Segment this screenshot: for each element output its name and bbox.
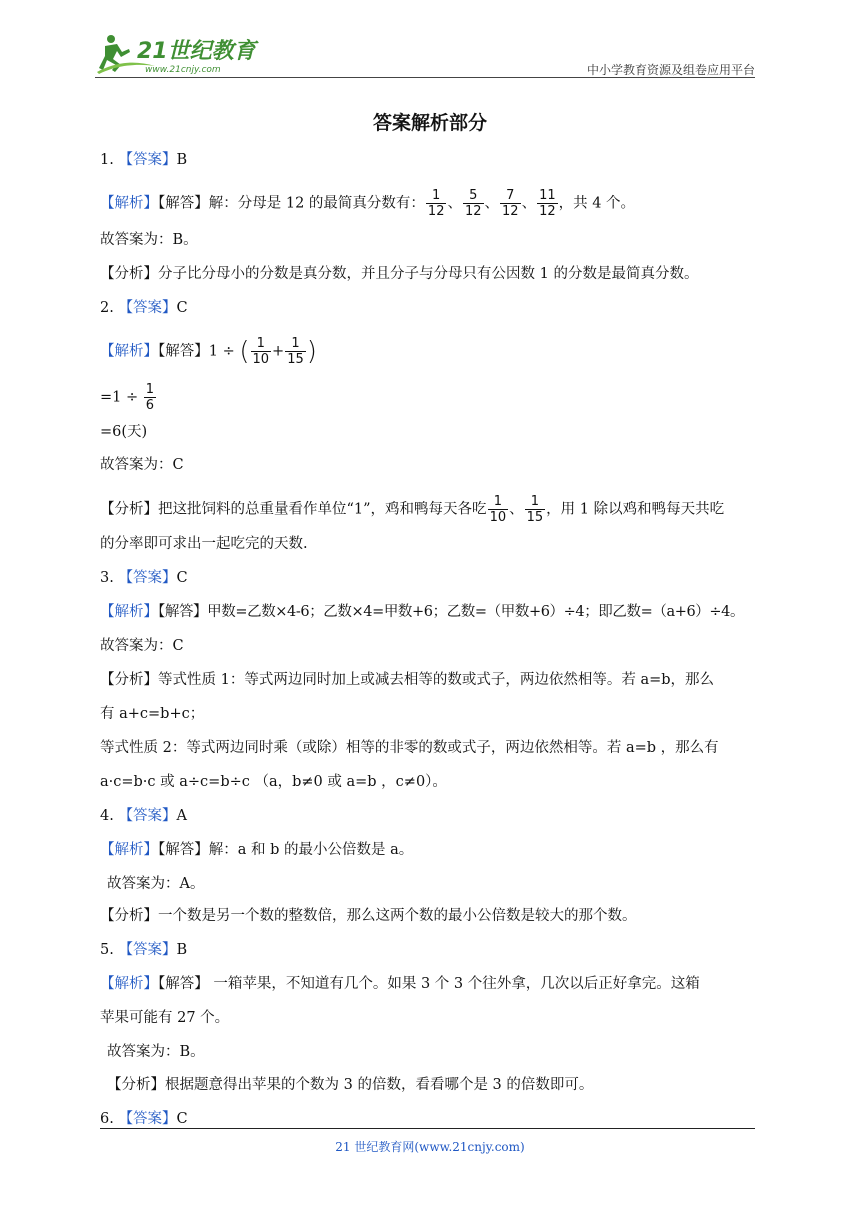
q3-analysis-l2: 有 a+c=b+c； [100,706,205,722]
jiexi-tag: 【解析】 [100,343,158,360]
jiexi-tag: 【解析】 [100,195,158,212]
q2-answer: C [176,300,188,316]
answer-tag: 【答案】 [118,152,177,168]
page-title: 答案解析部分 [372,112,487,134]
q3-answer: C [176,570,188,586]
q4-analysis: 【分析】一个数是另一个数的整数倍，那么这两个数的最小公倍数是较大的那个数。 [100,908,637,924]
jiexi-tag: 【解析】 [100,976,158,992]
q2-step2: =6(天) [100,424,148,440]
answer-tag: 【答案】 [118,942,177,958]
q1-answer: B [176,152,188,168]
q3-solution-row: 【解析】【解答】甲数=乙数×4-6；乙数×4=甲数+6；乙数=（甲数+6）÷4；即乙数=（a+6）÷4。 [100,604,745,620]
q6-answer: C [176,1111,188,1127]
page-footer: 21 世纪教育网(www.21cnjy.com) [335,1140,525,1154]
q5-conclusion: 故答案为：B。 [107,1044,205,1060]
q3-analysis-l4: a·c=b·c 或 a÷c=b÷c （a，b≠0 或 a=b ，c≠0）。 [100,774,447,790]
q2-answer-row: 2. 【答案】C [100,300,188,316]
footer-divider [100,1128,755,1129]
q2-solution-row: 【解析】【解答】1 ÷ ( $\frac{1}{10}$ + $\frac{1}{15}$ ) [100,336,317,367]
q2-analysis-line2: 的分率即可求出一起吃完的天数. [100,536,308,552]
q3-analysis-l3: 等式性质 2：等式两边同时乘（或除）相等的非零的数或式子，两边依然相等。若 a=b ，那么有 [100,740,719,756]
fraction: $\frac{11}{12}$ [539,188,556,219]
answer-tag: 【答案】 [118,1111,177,1127]
q3-conclusion: 故答案为：C [100,638,184,654]
jiexi-tag: 【解析】 [100,604,158,620]
fraction: $\frac{7}{12}$ [502,188,519,219]
fraction: $\frac{5}{12}$ [464,188,482,219]
answer-tag: 【答案】 [118,300,177,316]
svg-text:www.21cnjy.com: www.21cnjy.com [145,65,221,75]
q5-analysis: 【分析】根据题意得出苹果的个数为 3 的倍数，看看哪个是 3 的倍数即可。 [107,1077,594,1093]
q1-answer-row: 1. 【答案】B [100,152,188,168]
q5-answer-row: 5. 【答案】B [100,942,188,958]
q3-analysis-l1: 【分析】等式性质 1：等式两边同时加上或减去相等的数或式子，两边依然相等。若 a=b，那么 [100,672,715,688]
header-divider [95,77,755,78]
q2-analysis: 【分析】把这批饲料的总重量看作单位“1”，鸡和鸭每天各吃 $\frac{1}{10}$ 、 $\frac{1}{15}$ ，用 1 除以鸡和鸭每天共吃 [100,494,725,525]
fraction: $\frac{1}{12}$ [427,188,445,219]
q6-answer-row: 6. 【答案】C [100,1111,188,1127]
fraction: $\frac{1}{6}$ [145,382,155,413]
page-header [95,30,755,78]
q5-answer: B [176,942,188,958]
fraction: $\frac{1}{15}$ [526,494,544,525]
q1-solution-row: 【解析】【解答】解：分母是 12 的最简真分数有： $\frac{1}{12}$ 、 $\frac{5}{12}$ 、 $\frac{7}{12}$ 、 $\frac{11}{12}$ ，共 4 个。 [100,188,636,219]
q5-solution-l2: 苹果可能有 27 个。 [100,1010,230,1026]
q5-solution-l1: 【解析】【解答】 一箱苹果，不知道有几个。如果 3 个 3 个往外拿，几次以后正好拿完。这箱 [100,976,700,992]
q2-conclusion: 故答案为：C [100,457,184,473]
platform-name: 中小学教育资源及组卷应用平台 [586,63,755,77]
svg-text:21世纪教育: 21世纪教育 [137,39,256,64]
jiexi-tag: 【解析】 [100,842,158,858]
q1-analysis: 【分析】分子比分母小的分数是真分数，并且分子与分母只有公因数 1 的分数是最简真分数。 [100,266,699,282]
q1-conclusion: 故答案为：B。 [100,232,198,248]
answer-tag: 【答案】 [118,570,177,586]
answer-tag: 【答案】 [118,808,177,824]
fraction: $\frac{1}{15}$ [287,336,304,367]
site-logo [95,32,260,76]
q4-solution-row: 【解析】【解答】解：a 和 b 的最小公倍数是 a。 [100,842,414,858]
q4-conclusion: 故答案为：A。 [107,876,205,892]
q3-answer-row: 3. 【答案】C [100,570,188,586]
q2-step1: =1 ÷ $\frac{1}{6}$ [100,382,155,413]
fraction: $\frac{1}{10}$ [489,494,507,525]
q4-answer: A [176,808,187,824]
q4-answer-row: 4. 【答案】A [100,808,187,824]
fraction: $\frac{1}{10}$ [252,336,270,367]
